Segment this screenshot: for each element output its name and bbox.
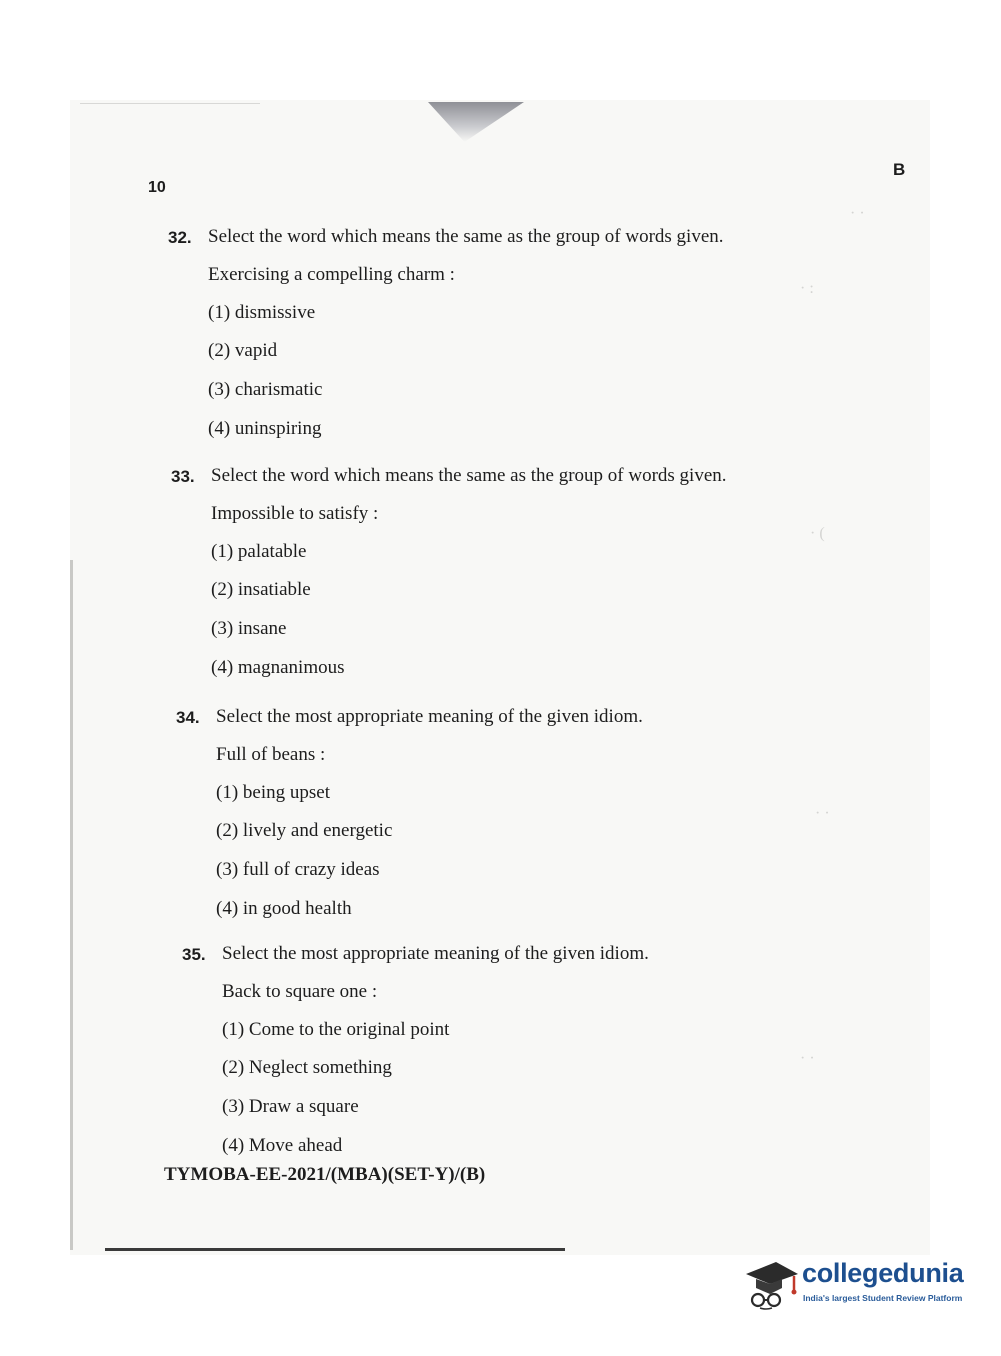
top-rule xyxy=(80,103,260,104)
bleed-through-mark: · ( xyxy=(810,525,825,542)
option-2: (2) vapid xyxy=(208,340,278,361)
bleed-through-mark: · : xyxy=(800,280,814,297)
question-number: 32. xyxy=(168,228,192,247)
question-text: Select the word which means the same as the group of words given. xyxy=(208,226,724,247)
option-1: (1) dismissive xyxy=(208,302,316,323)
question-prompt: Impossible to satisfy : xyxy=(211,503,379,524)
brand-watermark xyxy=(742,1252,972,1312)
option-2: (2) lively and energetic xyxy=(216,820,393,841)
question-number: 33. xyxy=(171,467,195,486)
bleed-through-mark: · · xyxy=(850,205,865,222)
question-text: Select the word which means the same as the group of words given. xyxy=(211,465,727,486)
question-prompt: Exercising a compelling charm : xyxy=(208,264,455,285)
option-3: (3) full of crazy ideas xyxy=(216,859,380,880)
option-2: (2) insatiable xyxy=(211,579,311,600)
option-4: (4) in good health xyxy=(216,898,352,919)
question-prompt: Full of beans : xyxy=(216,744,326,765)
question-text: Select the most appropriate meaning of the given idiom. xyxy=(216,706,643,727)
option-3: (3) charismatic xyxy=(208,379,323,400)
brand-tagline: India's largest Student Review Platform xyxy=(803,1293,963,1303)
question-number: 34. xyxy=(176,708,200,727)
bleed-through-mark: · · xyxy=(800,1050,815,1067)
scanned-page xyxy=(70,100,930,1255)
page-number: 10 xyxy=(148,179,166,196)
option-4: (4) uninspiring xyxy=(208,418,322,439)
option-1: (1) Come to the original point xyxy=(222,1019,450,1040)
option-1: (1) palatable xyxy=(211,541,307,562)
bleed-through-mark: · · xyxy=(815,805,830,822)
option-1: (1) being upset xyxy=(216,782,330,803)
question-number: 35. xyxy=(182,945,206,964)
option-3: (3) insane xyxy=(211,618,287,639)
question-text: Select the most appropriate meaning of the given idiom. xyxy=(222,943,649,964)
graduate-cap-logo-icon xyxy=(742,1252,800,1310)
option-2: (2) Neglect something xyxy=(222,1057,392,1078)
set-code: B xyxy=(893,160,906,179)
page-edge-shadow xyxy=(70,560,73,1250)
option-4: (4) Move ahead xyxy=(222,1135,343,1156)
question-prompt: Back to square one : xyxy=(222,981,378,1002)
option-4: (4) magnanimous xyxy=(211,657,345,678)
page-bottom-edge xyxy=(105,1248,565,1251)
paper-code-footer: TYMOBA-EE-2021/(MBA)(SET-Y)/(B) xyxy=(164,1164,486,1185)
brand-name: collegedunia xyxy=(802,1258,964,1288)
option-3: (3) Draw a square xyxy=(222,1096,359,1117)
